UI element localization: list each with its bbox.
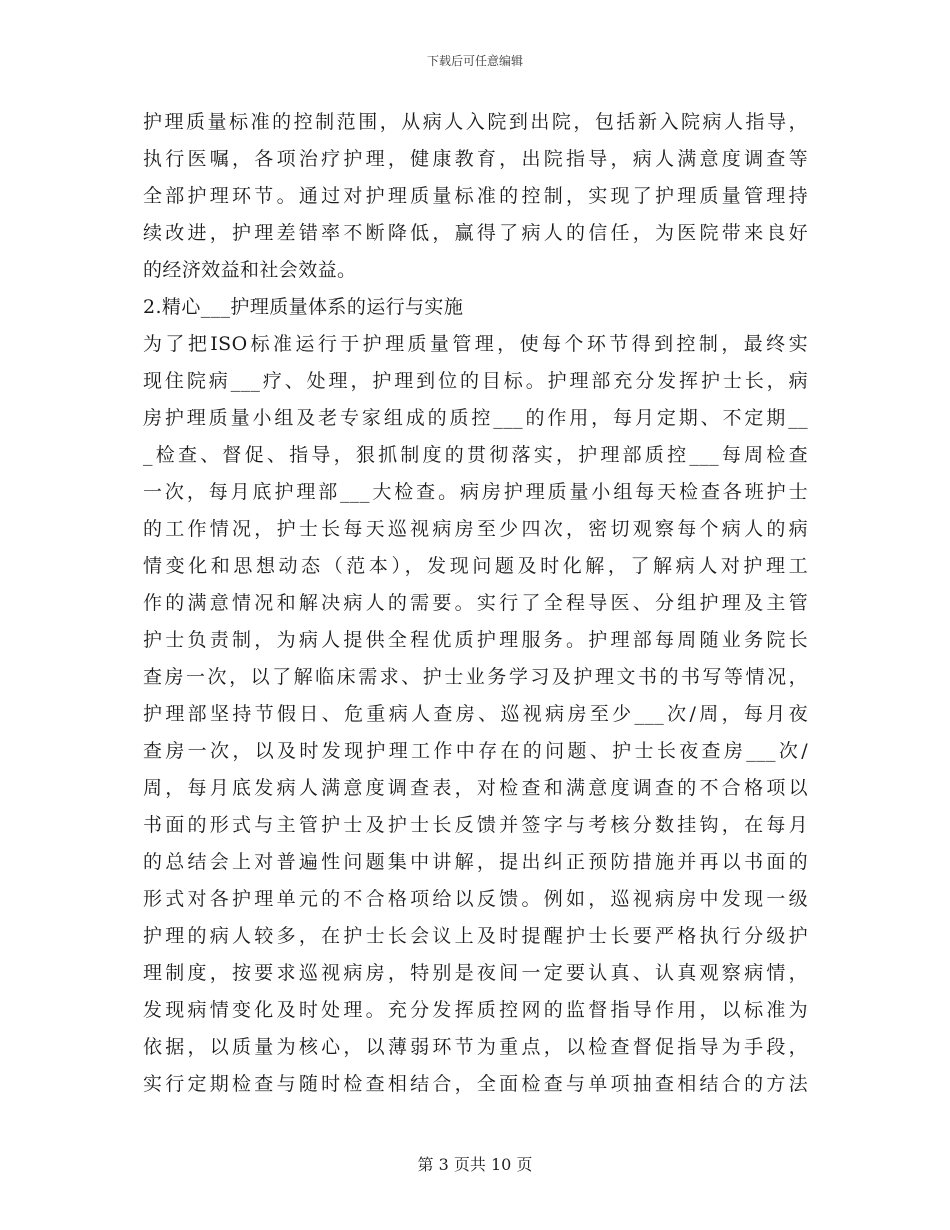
body-line: 形式对各护理单元的不合格项给以反馈。例如，巡视病房中发现一级 [143,888,808,910]
body-line: 续改进，护理差错率不断降低，赢得了病人的信任，为医院带来良好 [143,222,808,244]
body-line: 执行医嘱，各项治疗护理，健康教育，出院指导，病人满意度调查等 [143,148,808,170]
body-line: 护理质量标准的控制范围，从病人入院到出院，包括新入院病人指导， [143,111,808,133]
body-line: 房护理质量小组及老专家组成的质控___的作用，每月定期、不定期__ [143,407,808,429]
body-line: 情变化和思想动态（范本），发现问题及时化解，了解病人对护理工 [143,555,808,577]
body-line: 现住院病___疗、处理，护理到位的目标。护理部充分发挥护士长，病 [143,370,808,392]
body-line: 理制度，按要求巡视病房，特别是夜间一定要认真、认真观察病情， [143,962,808,984]
body-line: 为了把ISO标准运行于护理质量管理，使每个环节得到控制，最终实 [143,333,808,355]
header-note: 下载后可任意编辑 [426,54,523,68]
body-line: 书面的形式与主管护士及护士长反馈并签字与考核分数挂钩，在每月 [143,814,808,836]
body-line: 发现病情变化及时处理。充分发挥质控网的监督指导作用，以标准为 [143,999,808,1021]
body-line: 护士负责制，为病人提供全程优质护理服务。护理部每周随业务院长 [143,629,808,651]
body-line: 全部护理环节。通过对护理质量标准的控制，实现了护理质量管理持 [143,185,808,207]
body-line: _检查、督促、指导，狠抓制度的贯彻落实，护理部质控___每周检查 [143,444,808,466]
body-line: 查房一次，以及时发现护理工作中存在的问题、护士长夜查房___次/ [143,740,808,762]
body-line: 护理部坚持节假日、危重病人查房、巡视病房至少___次/周，每月夜 [143,703,808,725]
section-heading: 2.精心___护理质量体系的运行与实施 [143,296,464,318]
body-line: 依据，以质量为核心，以薄弱环节为重点，以检查督促指导为手段， [143,1036,808,1058]
page-number: 第 3 页共 10 页 [417,1155,533,1174]
body-line: 的经济效益和社会效益。 [143,259,357,281]
body-line: 的工作情况，护士长每天巡视病房至少四次，密切观察每个病人的病 [143,518,808,540]
body-line: 的总结会上对普遍性问题集中讲解，提出纠正预防措施并再以书面的 [143,851,808,873]
body-line: 实行定期检查与随时检查相结合，全面检查与单项抽查相结合的方法 [143,1073,808,1095]
body-line: 护理的病人较多，在护士长会议上及时提醒护士长要严格执行分级护 [143,925,808,947]
body-line: 周，每月底发病人满意度调查表，对检查和满意度调查的不合格项以 [143,777,808,799]
body-line: 作的满意情况和解决病人的需要。实行了全程导医、分组护理及主管 [143,592,808,614]
body-line: 一次，每月底护理部___大检查。病房护理质量小组每天检查各班护士 [143,481,808,503]
body-line: 查房一次，以了解临床需求、护士业务学习及护理文书的书写等情况， [143,666,808,688]
